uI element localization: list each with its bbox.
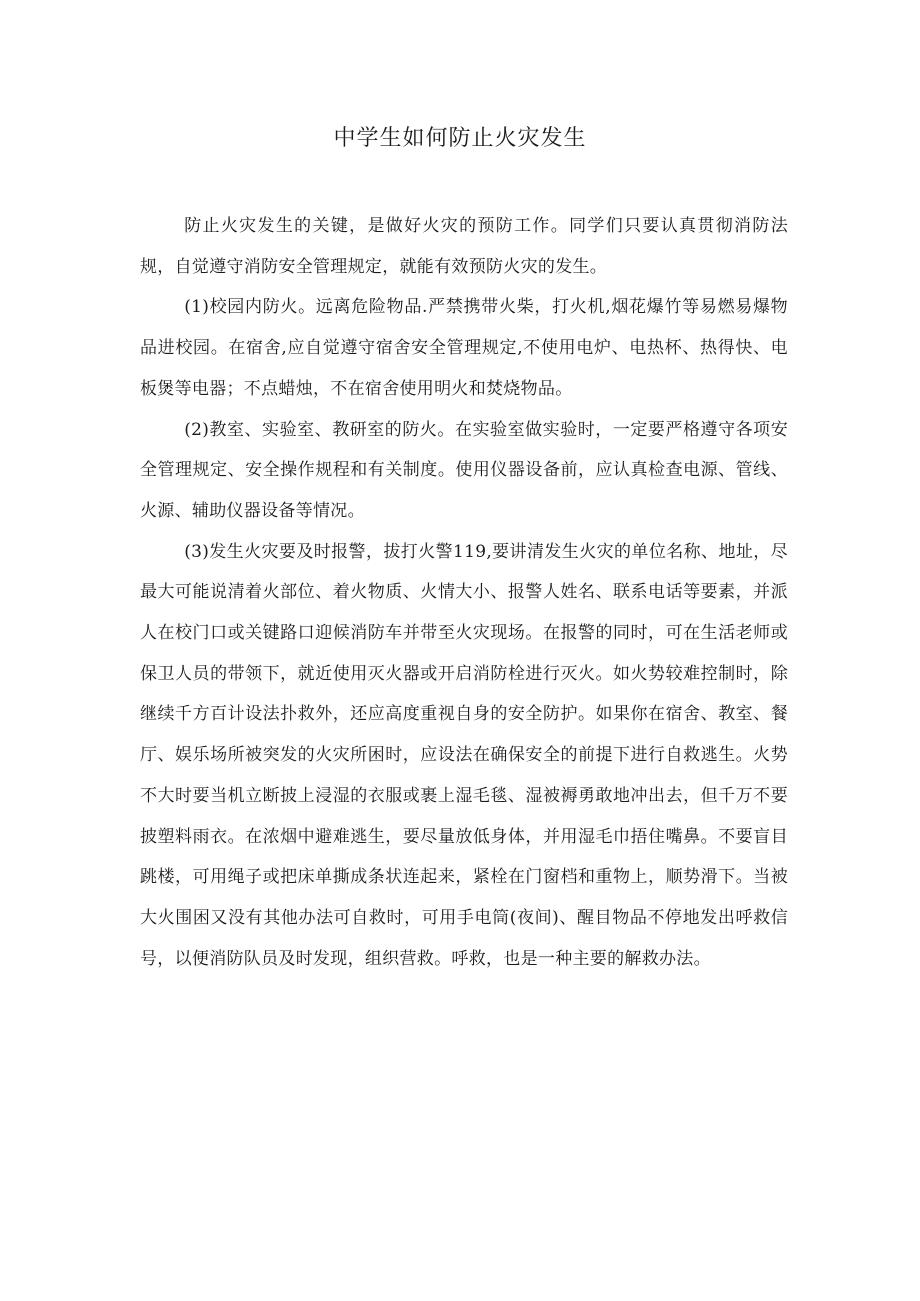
campus-fire-prevention-paragraph: (1)校园内防火。远离危险物品.严禁携带火柴，打火机,烟花爆竹等易燃易爆物品进校园。在宿舍,应自觉遵守宿舍安全管理规定,不使用电炉、电热杯、热得快、电板煲等电器；不点蜡烛，不在宿舍使用明火和焚烧物品。 <box>140 297 788 399</box>
fire-alarm-and-escape-paragraph: (3)发生火灾要及时报警，拔打火警119,要讲清发生火灾的单位名称、地址，尽最大可能说清着火部位、着火物质、火情大小、报警人姓名、联系电话等要素，并派人在校门口或关键路口迎候消防车并带至火灾现场。在报警的同时，可在生活老师或保卫人员的带领下，就近使用灭火器或开启消防栓进行灭火。如火势较难控制时，除继续千方百计设法扑救外，还应高度重视自身的安全防护。如果你在宿舍、教室、餐厅、娱乐场所被突发的火灾所困时，应设法在确保安全的前提下进行自救逃生。火势不大时要当机立断披上浸湿的衣服或裹上湿毛毯、湿被褥勇敢地冲出去，但千万不要披塑料雨衣。在浓烟中避难逃生，要尽量放低身体，并用湿毛巾捂住嘴鼻。不要盲目跳楼，可用绳子或把床单撕成条状连起来，紧栓在门窗档和重物上，顺势滑下。当被大火围困又没有其他办法可自救时，可用手电筒(夜间)、醒目物品不停地发出呼救信号，以便消防队员及时发现，组织营救。呼救，也是一种主要的解救办法。 <box>140 541 788 969</box>
classroom-lab-fire-prevention-paragraph: (2)教室、实验室、教研室的防火。在实验室做实验时，一定要严格遵守各项安全管理规定、安全操作规程和有关制度。使用仪器设备前，应认真检查电源、管线、火源、辅助仪器设备等情况。 <box>140 419 788 521</box>
document-title: 中学生如何防止火灾发生 <box>333 126 587 151</box>
intro-paragraph: 防止火灾发生的关键，是做好火灾的预防工作。同学们只要认真贯彻消防法规，自觉遵守消防安全管理规定，就能有效预防火灾的发生。 <box>140 216 788 277</box>
document-body <box>140 206 788 979</box>
